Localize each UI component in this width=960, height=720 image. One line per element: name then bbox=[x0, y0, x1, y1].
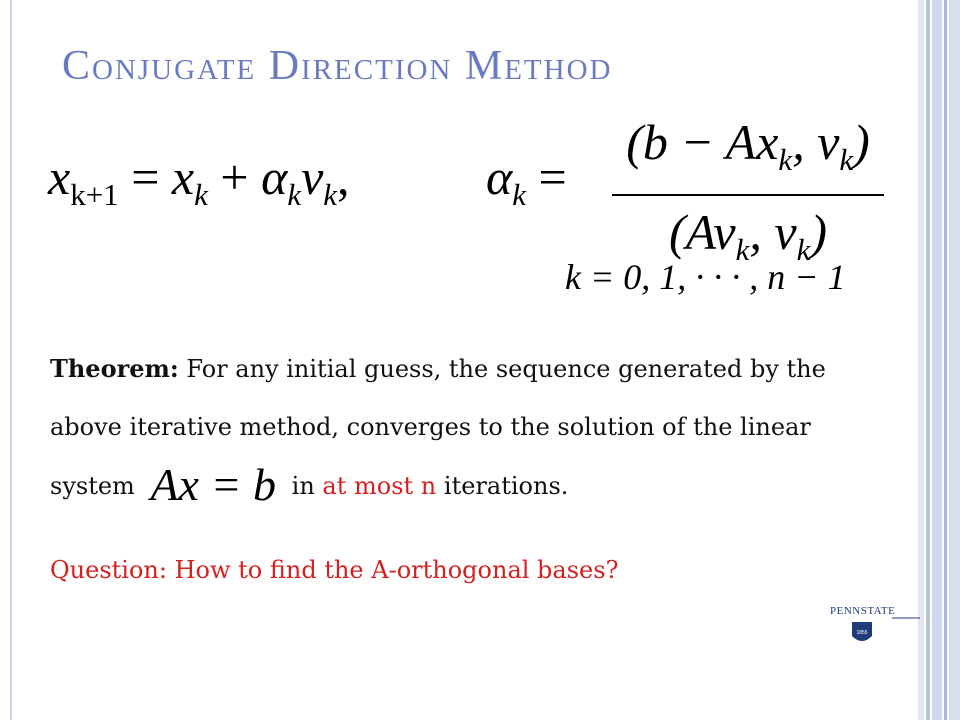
right-frame-bands bbox=[918, 0, 960, 720]
math-symbol: v bbox=[301, 149, 324, 205]
logo-year: 1855 bbox=[856, 630, 868, 636]
alpha-definition-lhs bbox=[486, 148, 567, 213]
math-text: , v bbox=[749, 203, 797, 260]
math-subscript: k bbox=[287, 176, 302, 212]
math-text: (Av bbox=[668, 203, 736, 260]
theorem-label: Theorem: bbox=[50, 354, 179, 383]
math-text: , v bbox=[792, 114, 840, 170]
math-symbol: x bbox=[48, 149, 71, 205]
pennstate-logo bbox=[828, 598, 920, 660]
k-range: k = 0, 1, · · · , n − 1 bbox=[565, 257, 846, 297]
frame-band bbox=[926, 0, 930, 720]
math-subscript: k bbox=[194, 176, 208, 212]
frame-band bbox=[949, 0, 960, 720]
math-subscript: k bbox=[512, 176, 527, 212]
math-subscript: k bbox=[735, 231, 750, 267]
math-symbol: α bbox=[486, 149, 513, 205]
logo-wordmark: PENNSTATE bbox=[830, 605, 896, 617]
math-subscript: k+1 bbox=[70, 176, 119, 212]
fraction-numerator bbox=[612, 112, 884, 190]
math-subscript: k bbox=[796, 231, 811, 267]
math-operator: + bbox=[220, 149, 249, 205]
math-operator: = bbox=[538, 149, 567, 205]
theorem-text: For any initial guess, the sequence generated by the above iterative method, converges to the solution of the linear system bbox=[50, 355, 826, 500]
frame-band bbox=[932, 0, 942, 720]
update-formula bbox=[48, 148, 350, 213]
fraction-bar bbox=[612, 194, 884, 196]
math-punctuation: , bbox=[337, 149, 350, 205]
theorem-highlight: at most n bbox=[322, 472, 437, 500]
math-operator: = bbox=[131, 149, 160, 205]
question-text: Question: How to find the A-orthogonal bases? bbox=[50, 556, 619, 584]
theorem-paragraph bbox=[50, 340, 900, 515]
theorem-text: in bbox=[291, 472, 315, 500]
math-subscript: k bbox=[323, 176, 338, 212]
math-text: (b − Ax bbox=[626, 114, 779, 170]
slide-title: Conjugate Direction Method bbox=[62, 43, 613, 89]
math-subscript: k bbox=[778, 141, 793, 177]
alpha-fraction bbox=[612, 112, 884, 280]
math-symbol: x bbox=[171, 149, 195, 205]
left-frame-line bbox=[10, 0, 12, 720]
math-subscript: k bbox=[839, 141, 854, 177]
math-text: ) bbox=[853, 114, 870, 170]
math-text: ) bbox=[810, 203, 828, 260]
frame-band bbox=[944, 0, 947, 720]
math-symbol: α bbox=[261, 149, 288, 205]
theorem-text: iterations. bbox=[443, 472, 569, 500]
inline-equation: Ax = b bbox=[150, 459, 276, 510]
